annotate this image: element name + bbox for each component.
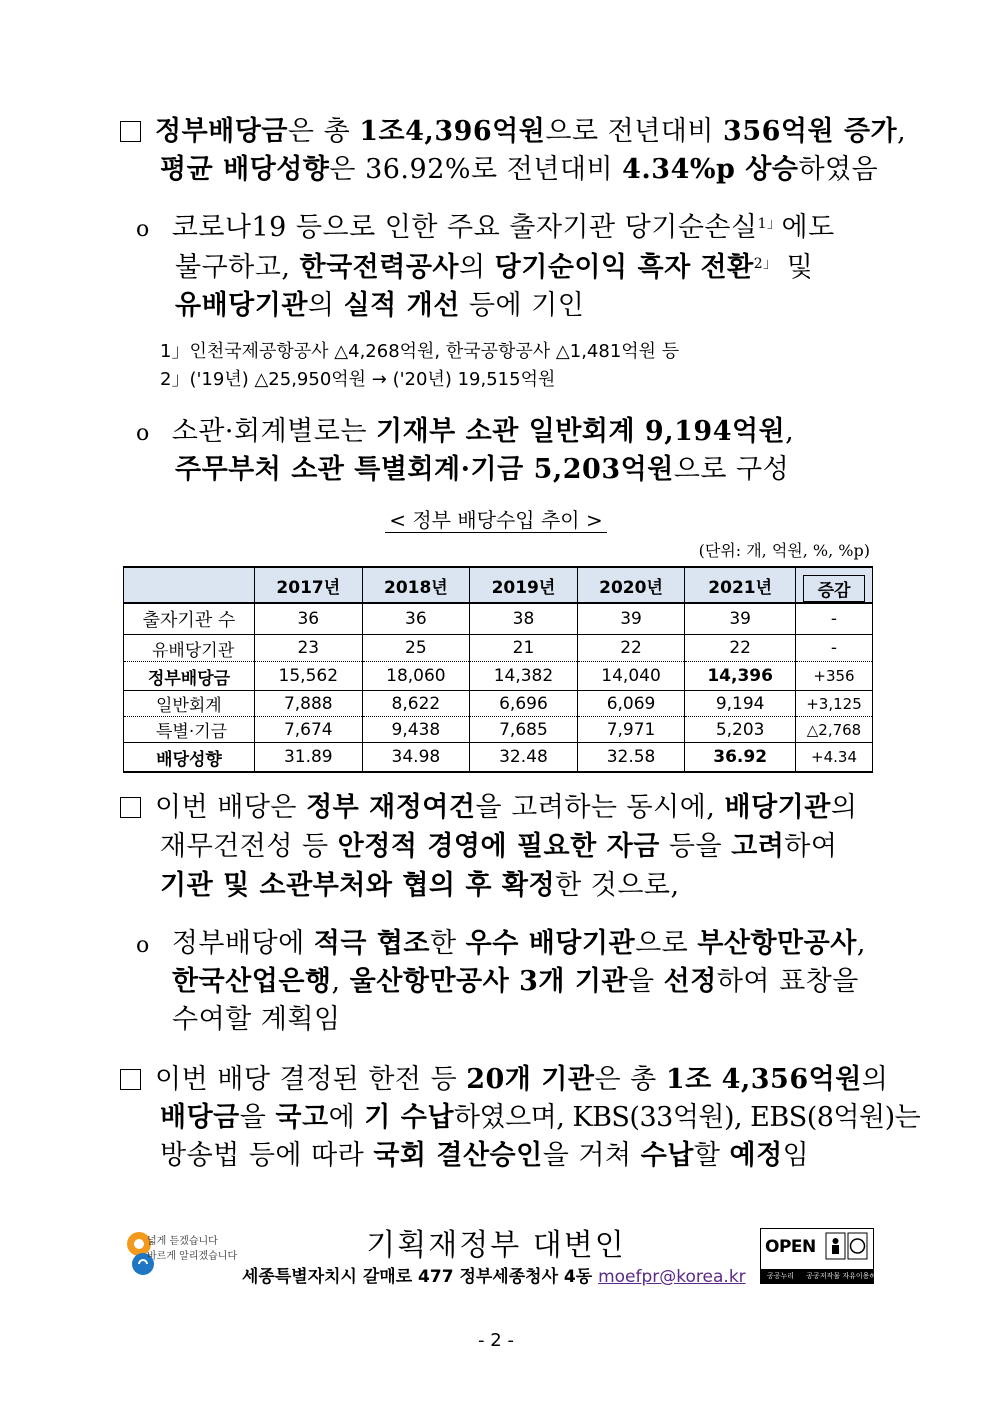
header-cell: 2018년 (362, 567, 470, 603)
cell: 14,382 (470, 662, 578, 691)
footer-address: 세종특별자치시 갈매로 477 정부세종청사 4동 moefpr@korea.kr (242, 1267, 746, 1287)
dividend-table (123, 566, 873, 773)
cell: 6,069 (577, 691, 685, 717)
cell: - (796, 635, 873, 662)
table-row (124, 717, 873, 743)
cell: 7,888 (255, 691, 363, 717)
square-bullet-icon (120, 1069, 141, 1090)
row-label: 유배당기관 (124, 635, 255, 662)
row-label: 출자기관 수 (124, 603, 255, 635)
table-row (124, 603, 873, 635)
cell: 32.48 (470, 743, 578, 773)
table-row (124, 691, 873, 717)
section-3-line-2: 배당금을 국고에 기 수납하였으며, KBS(33억원), EBS(8억원)는 (160, 1102, 921, 1133)
cell: 36 (362, 603, 470, 635)
cell: 7,971 (577, 717, 685, 743)
bullet-1-line-3: 유배당기관의 실적 개선 등에 기인 (175, 290, 585, 321)
header-cell: 2017년 (255, 567, 363, 603)
section-3-line-3: 방송법 등에 따라 국회 결산승인을 거쳐 수납할 예정임 (160, 1140, 810, 1171)
footnote-2: 2」('19년) △25,950억원 → ('20년) 19,515억원 (160, 369, 556, 390)
cell: 15,562 (255, 662, 363, 691)
cell: 39 (685, 603, 796, 635)
bullet-1-line-1: o 코로나19 등으로 인한 주요 출자기관 당기순손실$^{1」}$에도 (136, 210, 835, 248)
table-row (124, 662, 873, 691)
cell: +356 (796, 662, 873, 691)
cell: 6,696 (470, 691, 578, 717)
section-1-line-2: 평균 배당성향은 36.92%로 전년대비 4.34%p 상승하였음 (160, 154, 879, 185)
cell: 23 (255, 635, 363, 662)
square-bullet-icon (120, 797, 141, 818)
cell: 8,622 (362, 691, 470, 717)
cell: +3,125 (796, 691, 873, 717)
cell: 25 (362, 635, 470, 662)
table-header-row (124, 567, 873, 603)
footnote-1: 1」인천국제공항공사 △4,268억원, 한국공항공사 △1,481억원 등 (160, 341, 680, 362)
table-row (124, 743, 873, 773)
cell: 31.89 (255, 743, 363, 773)
section-2-line-2: 재무건전성 등 안정적 경영에 필요한 자금 등을 고려하여 (160, 831, 838, 862)
section-3-line-1: 이번 배당 결정된 한전 등 20개 기관은 총 1조 4,356억원의 (120, 1062, 888, 1098)
cell: 14,040 (577, 662, 685, 691)
table-row (124, 635, 873, 662)
circle-bullet-icon: o (136, 933, 150, 958)
cell: 18,060 (362, 662, 470, 691)
header-cell (124, 567, 255, 603)
row-label: 배당성향 (124, 743, 255, 773)
cell: 22 (577, 635, 685, 662)
bullet-2-line-1: o 소관·회계별로는 기재부 소관 일반회계 9,194억원, (136, 414, 794, 452)
email-link[interactable]: moefpr@korea.kr (598, 1267, 746, 1287)
cell: 21 (470, 635, 578, 662)
cell: 36 (255, 603, 363, 635)
bullet-3-line-1: o 정부배당에 적극 협조한 우수 배당기관으로 부산항만공사, (136, 926, 866, 964)
square-bullet-icon (120, 121, 141, 142)
cell: 14,396 (685, 662, 796, 691)
section-2-line-1: 이번 배당은 정부 재정여건을 고려하는 동시에, 배당기관의 (120, 790, 857, 826)
bullet-1-line-2: 불구하고, 한국전력공사의 당기순이익 흑자 전환$^{2」}$ 및 (175, 252, 814, 283)
page-number: - 2 - (478, 1330, 514, 1351)
header-cell: 2020년 (577, 567, 685, 603)
circle-bullet-icon: o (136, 217, 150, 242)
cell: 36.92 (685, 743, 796, 773)
footer-title: 기획재정부 대변인 (366, 1228, 626, 1263)
cell: 22 (685, 635, 796, 662)
row-label: 특별·기금 (124, 717, 255, 743)
section-1-line-1: 정부배당금은 총 1조4,396억원으로 전년대비 356억원 증가, (120, 114, 906, 150)
bullet-3-line-3: 수여할 계획임 (172, 1004, 341, 1035)
bullet-2-line-2: 주무부처 소관 특별회계·기금 5,203억원으로 구성 (175, 454, 790, 485)
cell: 7,674 (255, 717, 363, 743)
cell: 34.98 (362, 743, 470, 773)
ministry-slogan-logo: 넓게 듣겠습니다 바르게 알리겠습니다 (125, 1228, 240, 1278)
cell: 9,194 (685, 691, 796, 717)
row-label: 정부배당금 (124, 662, 255, 691)
cell: 38 (470, 603, 578, 635)
cell: 7,685 (470, 717, 578, 743)
cell: △2,768 (796, 717, 873, 743)
section-2-line-3: 기관 및 소관부처와 협의 후 확정한 것으로, (160, 870, 680, 901)
bullet-3-line-2: 한국산업은행, 울산항만공사 3개 기관을 선정하여 표창을 (172, 966, 859, 997)
circle-bullet-icon: o (136, 421, 150, 446)
cell: - (796, 603, 873, 635)
cell: 32.58 (577, 743, 685, 773)
cell: +4.34 (796, 743, 873, 773)
row-label: 일반회계 (124, 691, 255, 717)
cell: 5,203 (685, 717, 796, 743)
header-cell: 2021년 (685, 567, 796, 603)
cell: 9,438 (362, 717, 470, 743)
header-cell: 2019년 (470, 567, 578, 603)
cell: 39 (577, 603, 685, 635)
open-license-badge: OPEN 공공누리 공공저작물 자유이용허락 (760, 1228, 874, 1284)
table-unit: (단위: 개, 억원, %, %p) (698, 541, 870, 560)
header-cell: 증감 (796, 567, 873, 603)
license-symbols-icon (825, 1232, 869, 1266)
table-caption: < 정부 배당수입 추이 > (0, 504, 992, 533)
